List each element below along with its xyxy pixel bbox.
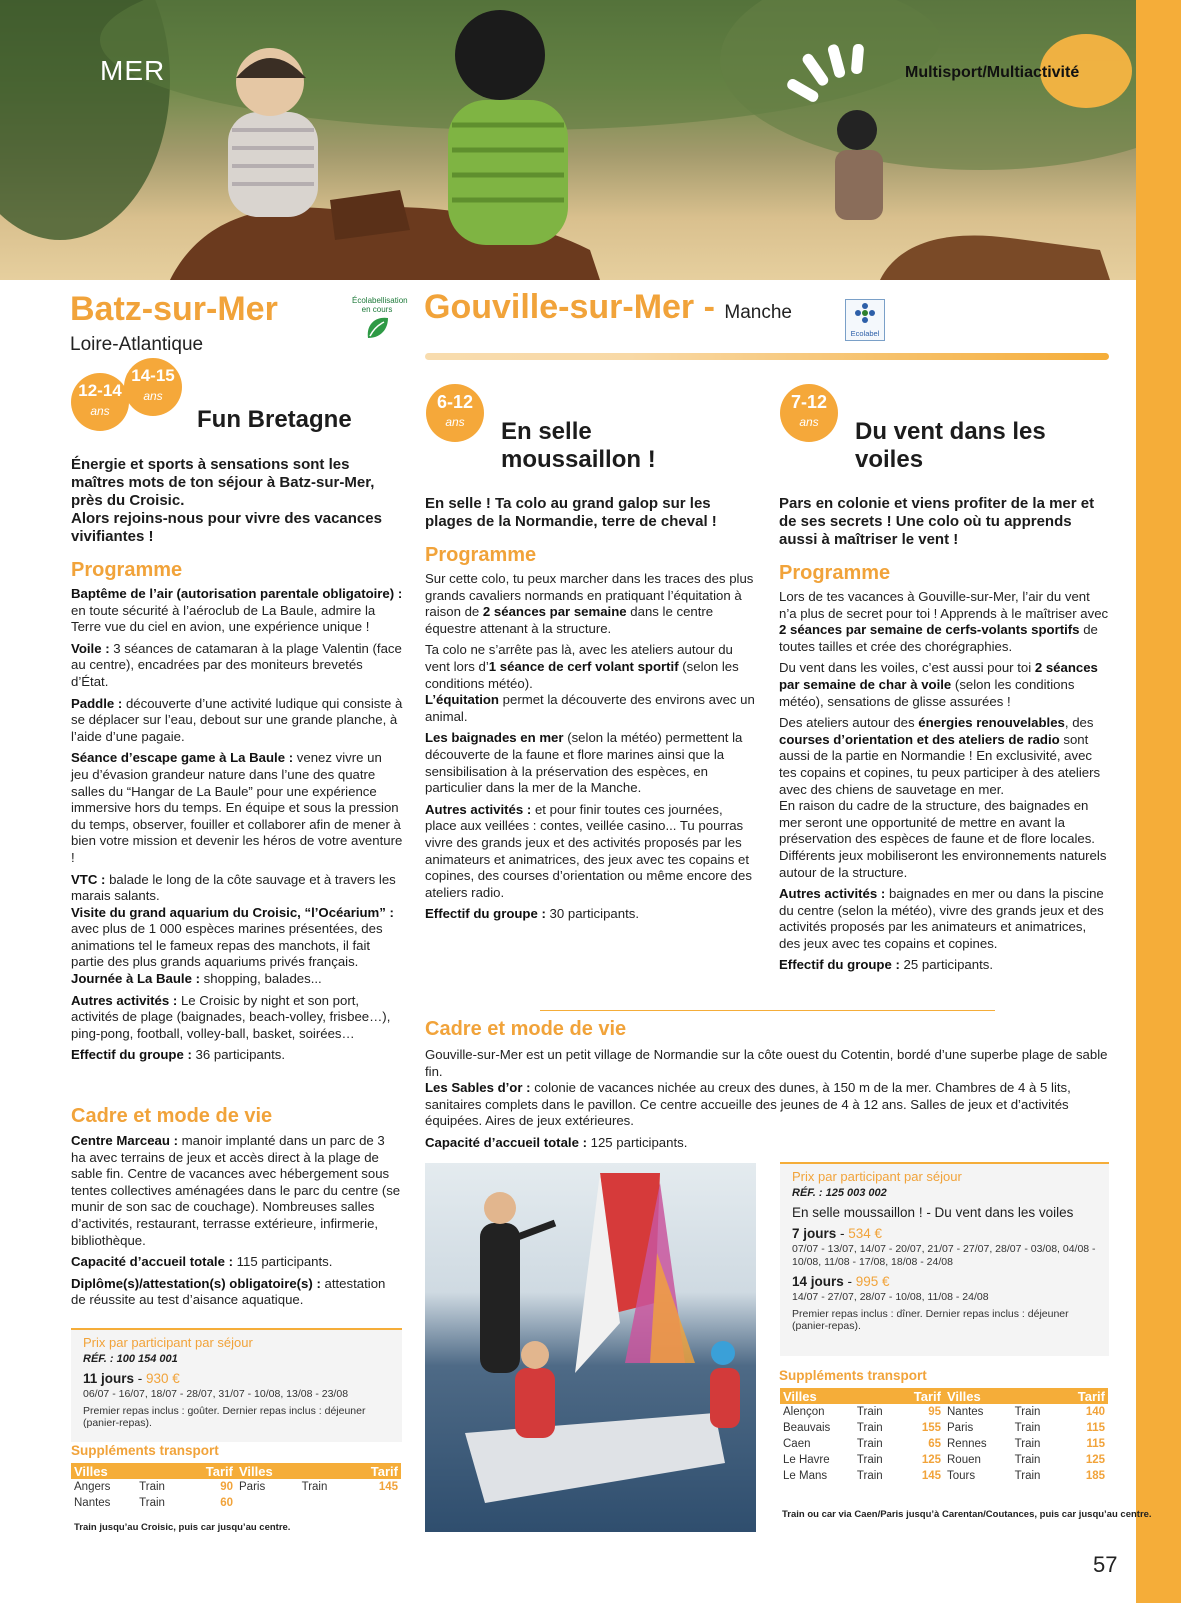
transport-price: 145 (921, 1470, 941, 1482)
transport-mode: Train (301, 1481, 328, 1493)
leaf-icon (362, 314, 392, 340)
transport-mode: Train (139, 1481, 165, 1493)
flower-icon (854, 302, 876, 324)
transport-city: Rouen (947, 1454, 981, 1466)
transport-mode: Train (856, 1454, 883, 1466)
gouville-heading (424, 288, 792, 327)
transport-mode: Train (1014, 1454, 1041, 1466)
batz-price-title: Prix par participant par séjour (83, 1335, 253, 1350)
ecolabel-text: Ecolabel (850, 329, 880, 338)
transport-row (71, 1479, 236, 1495)
transport-price: 140 (1085, 1406, 1105, 1418)
transport-price: 155 (921, 1422, 941, 1434)
stay2-title: Du vent dans les voiles (855, 418, 1046, 473)
gouville-transport-note: Train ou car via Caen/Paris jusqu’à Carentan/Coutances, puis car jusqu’au centre. (782, 1509, 1152, 1520)
section-divider (540, 1010, 995, 1011)
transport-city: Beauvais (783, 1422, 831, 1434)
transport-mode: Train (1014, 1470, 1041, 1482)
gouville-cadre-title: Cadre et mode de vie (425, 1018, 627, 1040)
transport-mode: Train (856, 1470, 883, 1482)
transport-price: 145 (378, 1481, 398, 1493)
eco-label-pending (352, 296, 408, 342)
transport-city: Le Mans (783, 1470, 828, 1482)
transport-city: Nantes (947, 1406, 984, 1418)
transport-price: 115 (1086, 1422, 1105, 1434)
stay1-intro: En selle ! Ta colo au grand galop sur les plages de la Normandie, terre de cheval ! (425, 495, 717, 530)
side-tab (1136, 0, 1181, 1603)
sailing-photo (425, 1163, 756, 1532)
transport-row (944, 1436, 1108, 1452)
transport-row (944, 1404, 1108, 1420)
stay1-programme-title: Programme (425, 544, 537, 566)
gouville-transport-title: Suppléments transport (779, 1368, 927, 1383)
transport-row (780, 1436, 944, 1452)
transport-city: Rennes (947, 1438, 987, 1450)
gouville-14-days: 14 jours - 995 € (792, 1274, 890, 1289)
gouville-7-days: 7 jours - 534 € (792, 1226, 883, 1241)
gouville-combo: En selle moussaillon ! - Du vent dans les voiles (792, 1205, 1074, 1220)
transport-row (236, 1479, 401, 1495)
transport-row (780, 1452, 944, 1468)
transport-mode: Train (856, 1438, 883, 1450)
batz-dates: 06/07 - 16/07, 18/07 - 28/07, 31/07 - 10/08, 13/08 - 23/08 (83, 1388, 349, 1400)
stay2-programme-title: Programme (779, 562, 891, 584)
eco-label-line1: Écolabellisation (352, 296, 408, 305)
transport-mode: Train (139, 1497, 165, 1509)
age-badge-14-15: 14-15 ans (124, 358, 182, 416)
gouville-price-title: Prix par participant par séjour (792, 1169, 962, 1184)
batz-duration-price: 11 jours - 930 € (83, 1371, 180, 1386)
page-number: 57 (1093, 1552, 1118, 1577)
transport-row (944, 1452, 1108, 1468)
transport-price: 90 (220, 1481, 233, 1493)
transport-city: Caen (783, 1438, 811, 1450)
batz-cadre-title: Cadre et mode de vie (71, 1105, 273, 1127)
transport-row (780, 1404, 944, 1420)
transport-city: Alençon (783, 1406, 825, 1418)
batz-department: Loire-Atlantique (70, 334, 204, 355)
gouville-meals: Premier repas inclus : dîner. Dernier repas inclus : déjeuner (panier-repas). (792, 1307, 1069, 1332)
eco-label-line2: en cours (361, 305, 393, 314)
batz-stay-title: Fun Bretagne (197, 406, 352, 433)
batz-ref: RÉF. : 100 154 001 (83, 1353, 178, 1365)
batz-programme-text: Baptême de l’air (autorisation parentale obligatoire) : en toute sécurité à l’aéroclub de La Baule, admire la Terre vue du ciel en avion, une expérience unique ! Voile : 3 séances de catamaran à la plage Valentin (face au centre), encadrées par des moniteurs brevetés d’État. Paddle : découverte d’une activité ludique qui consiste à se déplacer sur l’eau, debout sur une grande planche, à l’aide d’une pagaie. Séance d’escape game à La Baule : venez vivre un jeu d’évasion grandeur nature dans l’une des quatre salles du “Hangar de La Baule” pour une expérience immersive hors du temps. En équipe et sous la pression du temps, observer, fouiller et collaborer afin de mener à bien votre mission et devenir les héros de votre aventure ! VTC : balade le long de la côte sauvage et à travers les marais salants. Visite du grand aquarium du Croisic, “l’Océarium” : avec plus de 1 000 espèces marines présentées, des animations tel le fameux repas des manchots, il fait partie des plus grands aquariums privés français. Journée à La Baule : shopping, balades... Autres activités : Le Croisic by night et son port, activités de plage (baignades, beach-volley, frisbee…), ping-pong, football, volley-ball, basket, soirées… Effectif du groupe : 36 participants. (71, 586, 403, 1063)
transport-mode: Train (1014, 1438, 1041, 1450)
batz-price-box (71, 1328, 402, 1442)
batz-transport-title: Suppléments transport (71, 1443, 219, 1458)
transport-price: 95 (928, 1406, 941, 1418)
transport-city: Nantes (74, 1497, 111, 1509)
age-badge-7-12: 7-12 ans (780, 384, 838, 442)
transport-price: 185 (1085, 1470, 1105, 1482)
gouville-transport-table-left: Villes Tarif Alençon Train 95 Beauvais Train 155 Caen Train 65 Le Havre Train 125 Le Mans Train 145 (780, 1388, 944, 1484)
batz-cadre-text: Centre Marceau : manoir implanté dans un parc de 3 ha avec terrains de jeux et accès direct à la plage de sable fin. Centre de vacances avec hébergement sous tentes collectives aménagées dans le parc du centre (se munir de son sac de couchage). Nombreuses salles d’activités, restaurant, terrasse extérieure, infirmerie, bibliothèque. Capacité d’accueil totale : 115 participants. Diplôme(s)/attestation(s) obligatoire(s) : attestation de réussite au test d’aisance aquatique. (71, 1133, 401, 1308)
transport-city: Paris (947, 1422, 974, 1434)
transport-price: 125 (921, 1454, 941, 1466)
hero-photo (0, 0, 1136, 280)
transport-mode: Train (856, 1422, 883, 1434)
horse-riders-illustration (0, 0, 1136, 280)
transport-city: Tours (947, 1470, 976, 1482)
gouville-dates-14: 14/07 - 27/07, 28/07 - 10/08, 11/08 - 24/08 (792, 1291, 989, 1303)
transport-row (944, 1468, 1108, 1484)
gouville-department: Manche (724, 302, 792, 323)
batz-programme-title: Programme (71, 559, 183, 581)
stay2-programme-text: Lors de tes vacances à Gouville-sur-Mer, l’air du vent n’a plus de secret pour toi ! Apprends à le maîtriser avec 2 séances par semaine de cerfs-volants sportifs de toutes tailles et crée des chorégraphies. Du vent dans les voiles, c’est aussi pour toi 2 séances par semaine de char à voile (selon les conditions météo), sensations de glisse assurées ! Des ateliers autour des énergies renouvelables, des courses d’orientation et des ateliers de radio sont aussi de la partie en Normandie ! En exclusivité, avec tes copains et copines, tu peux participer à des ateliers avec des chiens de sauvetage en mer. En raison du cadre de la structure, des baignades en mer seront une opportunité de mettre en avant la préservation des espèces de faune et de flore locales. Différents jeux mobiliseront les environnements naturels autour de la structure. Autres activités : baignades en mer ou dans la piscine du centre (selon la météo), vivre des grands jeux et des activités proposés par les animateurs et animatrices, des jeux avec tes copains et copines. Effectif du groupe : 25 participants. (779, 589, 1109, 973)
age-badge-12-14: 12-14 ans (71, 373, 129, 431)
region-label: MER (100, 55, 166, 86)
transport-price: 115 (1086, 1438, 1105, 1450)
ecolabel-logo (845, 299, 885, 341)
transport-mode: Train (1014, 1422, 1041, 1434)
transport-mode: Train (856, 1406, 883, 1418)
age-badge-6-12: 6-12 ans (426, 384, 484, 442)
transport-row (780, 1420, 944, 1436)
batz-transport-table-left: Villes Tarif Angers Train 90 Nantes Train 60 (71, 1463, 236, 1511)
gouville-price-box (780, 1162, 1109, 1356)
gouville-title: Gouville-sur-Mer - (424, 288, 725, 326)
transport-mode: Train (1014, 1406, 1041, 1418)
transport-row (944, 1420, 1108, 1436)
stay2-intro: Pars en colonie et viens profiter de la mer et de ses secrets ! Une colo où tu apprends aussi à maîtriser le vent ! (779, 495, 1095, 548)
batz-transport-table-right: Villes Tarif Paris Train 145 (236, 1463, 401, 1495)
gouville-cadre-text: Gouville-sur-Mer est un petit village de Normandie sur la côte ouest du Cotentin, bordé d’une superbe plage de sable fin. Les Sables d’or : colonie de vacances nichée au creux des dunes, à 150 m de la mer. Chambres de 4 à 5 lits, sanitaires complets dans le pavillon. Ce centre accueille des jeunes de 4 à 12 ans. Salles de jeux et d’activités équipées. Aires de jeux extérieures. Capacité d’accueil totale : 125 participants. (425, 1047, 1108, 1150)
batz-intro: Énergie et sports à sensations sont les maîtres mots de ton séjour à Batz-sur-Mer, près du Croisic. Alors rejoins-nous pour vivre des vacances vivifiantes ! (71, 456, 382, 545)
transport-city: Le Havre (783, 1454, 830, 1466)
batz-transport-note: Train jusqu’au Croisic, puis car jusqu’au centre. (74, 1522, 291, 1533)
batz-title: Batz-sur-Mer (70, 290, 278, 328)
gouville-transport-table-right: Villes Tarif Nantes Train 140 Paris Train 115 Rennes Train 115 Rouen Train 125 Tours Train 185 (944, 1388, 1108, 1484)
gouville-dates-7: 07/07 - 13/07, 14/07 - 20/07, 21/07 - 27/07, 28/07 - 03/08, 04/08 - 10/08, 11/08 - 17/08, 18/08 - 24/08 (792, 1243, 1096, 1268)
gouville-ref: RÉF. : 125 003 002 (792, 1187, 887, 1199)
catamaran-illustration (425, 1163, 756, 1532)
category-label: Multisport/Multiactivité (905, 64, 1080, 81)
transport-city: Paris (239, 1481, 266, 1493)
title-underline-bar (425, 353, 1109, 360)
transport-price: 65 (928, 1438, 941, 1450)
batz-meals: Premier repas inclus : goûter. Dernier repas inclus : déjeuner (panier-repas). (83, 1404, 366, 1429)
stay1-title: En selle moussaillon ! (501, 418, 656, 473)
transport-price: 125 (1085, 1454, 1105, 1466)
transport-city: Angers (74, 1481, 111, 1493)
stay1-programme-text: Sur cette colo, tu peux marcher dans les traces des plus grands cavaliers normands en pratiquant l’équitation à raison de 2 séances par semaine dans le centre équestre attenant à la structure. Ta colo ne s’arrête pas là, avec les ateliers autour du vent lors d’1 séance de cerf volant sportif (selon les conditions météo). L’équitation permet la découverte des environs avec un animal. Les baignades en mer (selon la météo) permettent la découverte de la faune et flore marines ainsi que la sensibilisation à la préservation des espèces, en particulier dans la mer de la Manche. Autres activités : et pour finir toutes ces journées, place aux veillées : contes, veillée casino... Tu pourras vivre des grands jeux et des activités proposés par les animateurs et animatrices, des jeux avec tes copains et copines, des courses d’orientation ou même encore des ateliers radio. Effectif du groupe : 30 participants. (425, 571, 755, 922)
transport-row (780, 1468, 944, 1484)
transport-row (71, 1495, 236, 1511)
transport-price: 60 (220, 1497, 233, 1509)
